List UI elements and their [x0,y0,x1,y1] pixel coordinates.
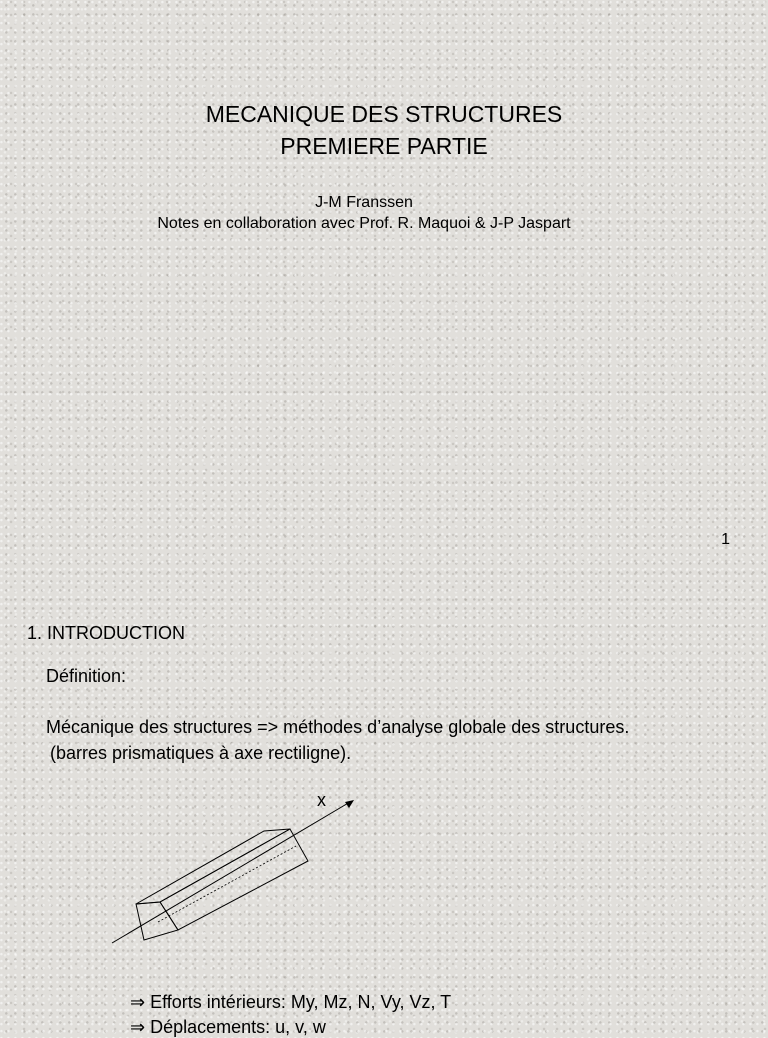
title-line-2: PREMIERE PARTIE [280,133,488,159]
implies-arrow-icon: ⇒ [130,1017,146,1037]
author-name: J-M Franssen [315,194,413,211]
section-heading: 1. INTRODUCTION [27,623,186,643]
x-axis-arrowhead [345,800,354,808]
prismatic-bar-diagram [100,780,380,960]
page-number: 1 [721,531,730,548]
bar-side-face [160,829,308,930]
x-axis-label: x [317,790,326,810]
x-axis-line [112,802,350,943]
implies-arrow-icon: ⇒ [130,992,146,1012]
title-line-1: MECANIQUE DES STRUCTURES [205,101,563,127]
bar-centroid-axis [158,846,296,922]
bullet-internal-forces [130,992,451,1013]
definition-note: (barres prismatiques à axe rectiligne). [50,743,352,763]
bar-top-face [136,829,290,904]
bullet-text: Efforts intérieurs: My, Mz, N, Vy, Vz, T [150,992,452,1012]
definition-label: Définition: [46,666,127,686]
bullet-text: Déplacements: u, v, w [150,1017,326,1037]
collaboration-note: Notes en collaboration avec Prof. R. Maquoi & J-P Jaspart [157,215,571,232]
bullet-displacements [130,1017,326,1038]
definition-text: Mécanique des structures => méthodes d’analyse globale des structures. [46,717,630,737]
title-slide [0,0,768,512]
